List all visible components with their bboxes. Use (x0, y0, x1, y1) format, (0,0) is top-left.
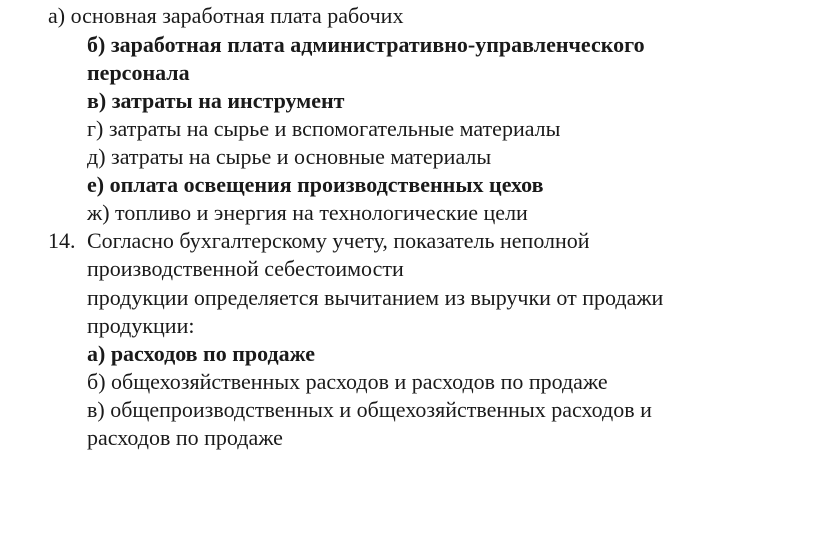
q13-option-g: ж) топливо и энергия на технологические цели (87, 200, 528, 225)
q13-option-e: д) затраты на сырье и основные материалы (87, 144, 492, 169)
q14-stem-line-4: продукции: (87, 313, 195, 338)
q14-option-c-continued: расходов по продаже (87, 425, 283, 450)
q13-option-b: б) заработная плата административно-управленческого (87, 32, 645, 57)
q14-stem-line-2: производственной себестоимости (87, 256, 404, 281)
q14-option-a: а) расходов по продаже (87, 341, 316, 366)
q13-option-d: г) затраты на сырье и вспомогательные материалы (87, 116, 561, 141)
q13-option-a: а) основная заработная плата рабочих (48, 3, 404, 28)
q14-stem-line-1: Согласно бухгалтерскому учету, показатель неполной (87, 228, 590, 253)
q14-number: 14. (48, 228, 76, 253)
q14-stem-line-3: продукции определяется вычитанием из выручки от продажи (87, 285, 664, 310)
q13-option-f: е) оплата освещения производственных цехов (87, 172, 544, 197)
q13-option-b-continued: персонала (87, 60, 190, 85)
q14-option-c: в) общепроизводственных и общехозяйственных расходов и (87, 397, 652, 422)
q14-option-b: б) общехозяйственных расходов и расходов по продаже (87, 369, 608, 394)
q13-option-c: в) затраты на инструмент (87, 88, 345, 113)
